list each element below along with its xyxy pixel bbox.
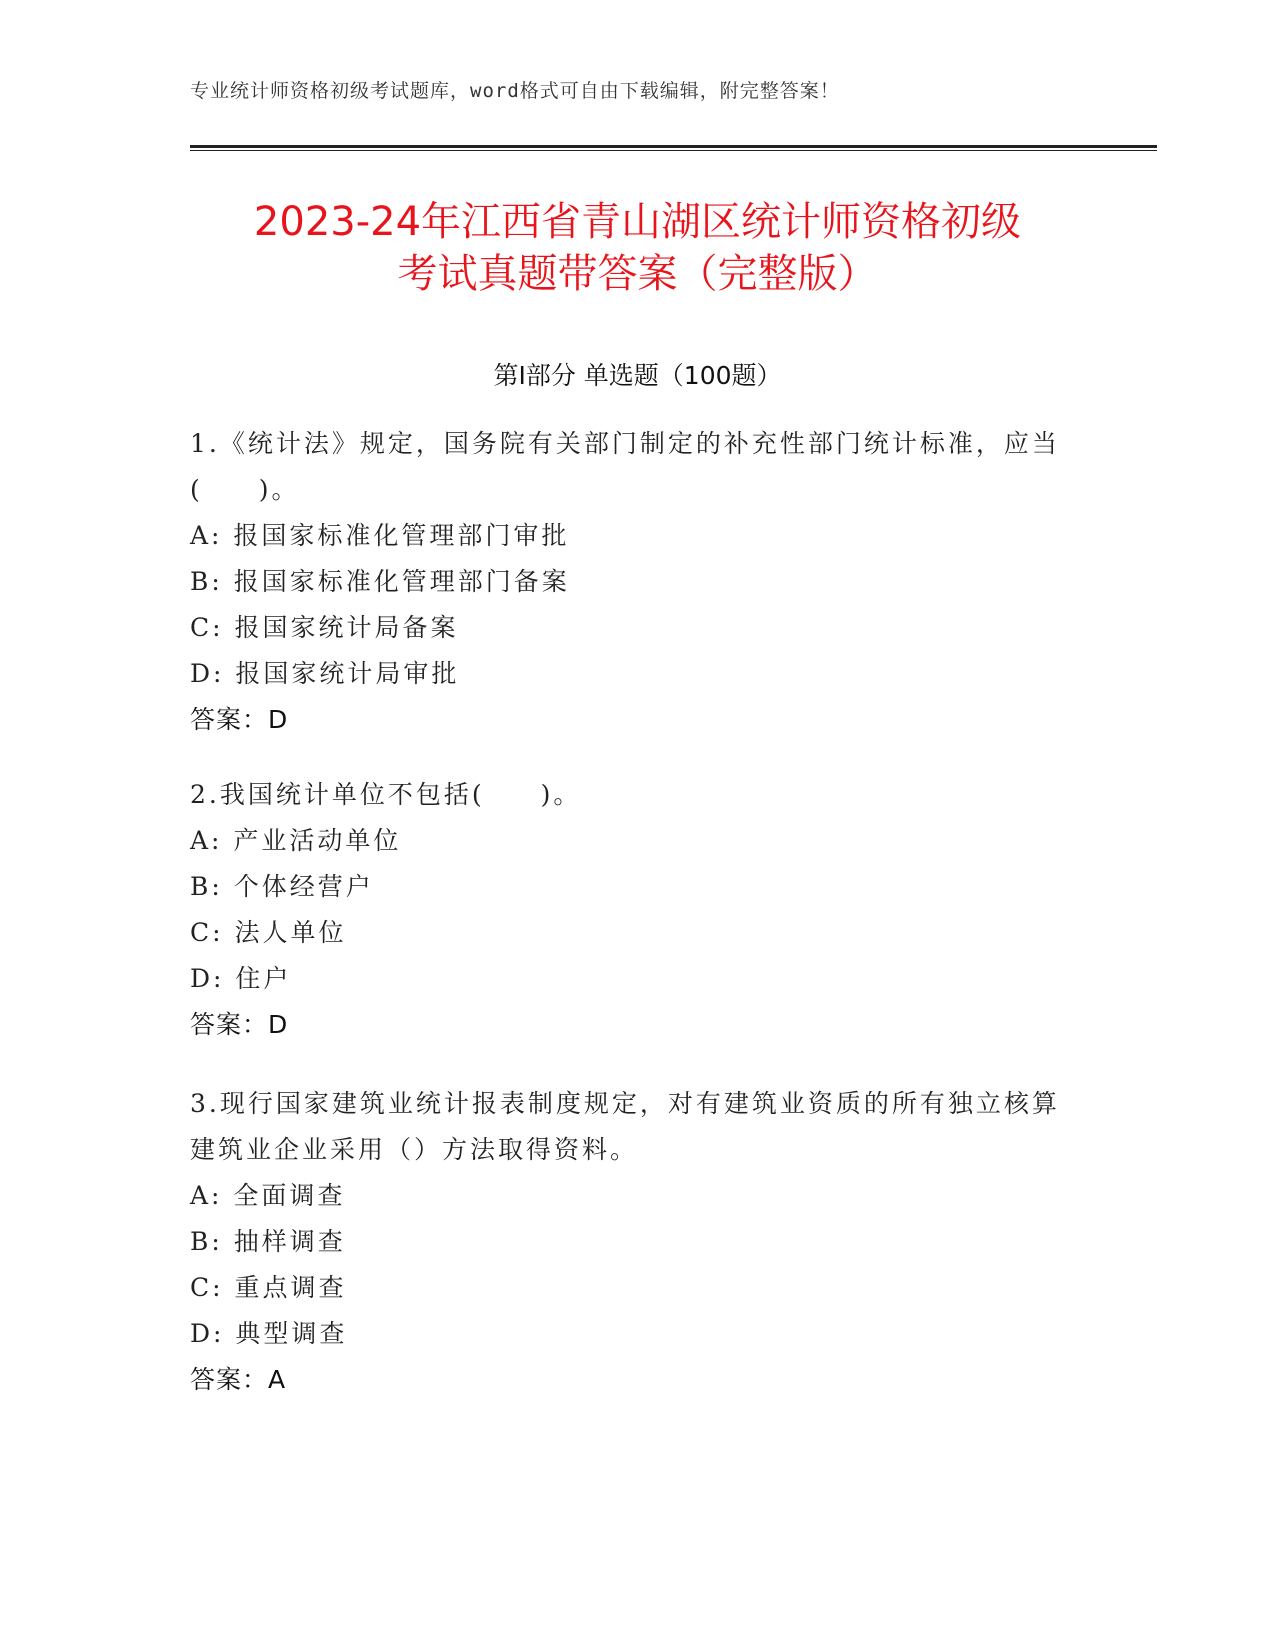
option-b: B: 抽样调查 xyxy=(190,1227,346,1256)
section-heading: 第Ⅰ部分 单选题（100题） xyxy=(493,361,782,390)
option-c: C: 报国家统计局备案 xyxy=(190,613,459,642)
option-d: D: 住户 xyxy=(190,964,292,993)
title-line-2: 考试真题带答案（完整版） xyxy=(397,251,878,297)
option-d: D: 典型调查 xyxy=(190,1319,348,1348)
question-2 xyxy=(190,772,1070,1048)
document-title xyxy=(150,196,1125,300)
option-a: A: 报国家标准化管理部门审批 xyxy=(190,521,570,550)
option-a: A: 全面调查 xyxy=(190,1181,346,1210)
question-stem: 3.现行国家建筑业统计报表制度规定，对有建筑业资质的所有独立核算建筑业企业采用（）方法取得资料。 xyxy=(190,1089,1060,1164)
question-3 xyxy=(190,1081,1070,1403)
option-c: C: 重点调查 xyxy=(190,1273,347,1302)
option-d: D: 报国家统计局审批 xyxy=(190,659,460,688)
option-b: B: 报国家标准化管理部门备案 xyxy=(190,567,570,596)
option-c: C: 法人单位 xyxy=(190,918,347,947)
header-divider-thick xyxy=(190,145,1157,148)
option-b: B: 个体经营户 xyxy=(190,872,374,901)
page-header: 专业统计师资格初级考试题库，word格式可自由下载编辑，附完整答案！ xyxy=(190,80,840,102)
question-stem: 1.《统计法》规定，国务院有关部门制定的补充性部门统计标准，应当( )。 xyxy=(190,429,1060,504)
question-1 xyxy=(190,421,1070,743)
header-divider-thin xyxy=(190,150,1157,151)
title-line-1: 2023-24年江西省青山湖区统计师资格初级 xyxy=(253,199,1022,245)
answer: 答案：A xyxy=(190,1365,287,1394)
question-stem: 2.我国统计单位不包括( )。 xyxy=(190,780,582,809)
answer: 答案：D xyxy=(190,1010,289,1039)
option-a: A: 产业活动单位 xyxy=(190,826,402,855)
answer: 答案：D xyxy=(190,705,289,734)
